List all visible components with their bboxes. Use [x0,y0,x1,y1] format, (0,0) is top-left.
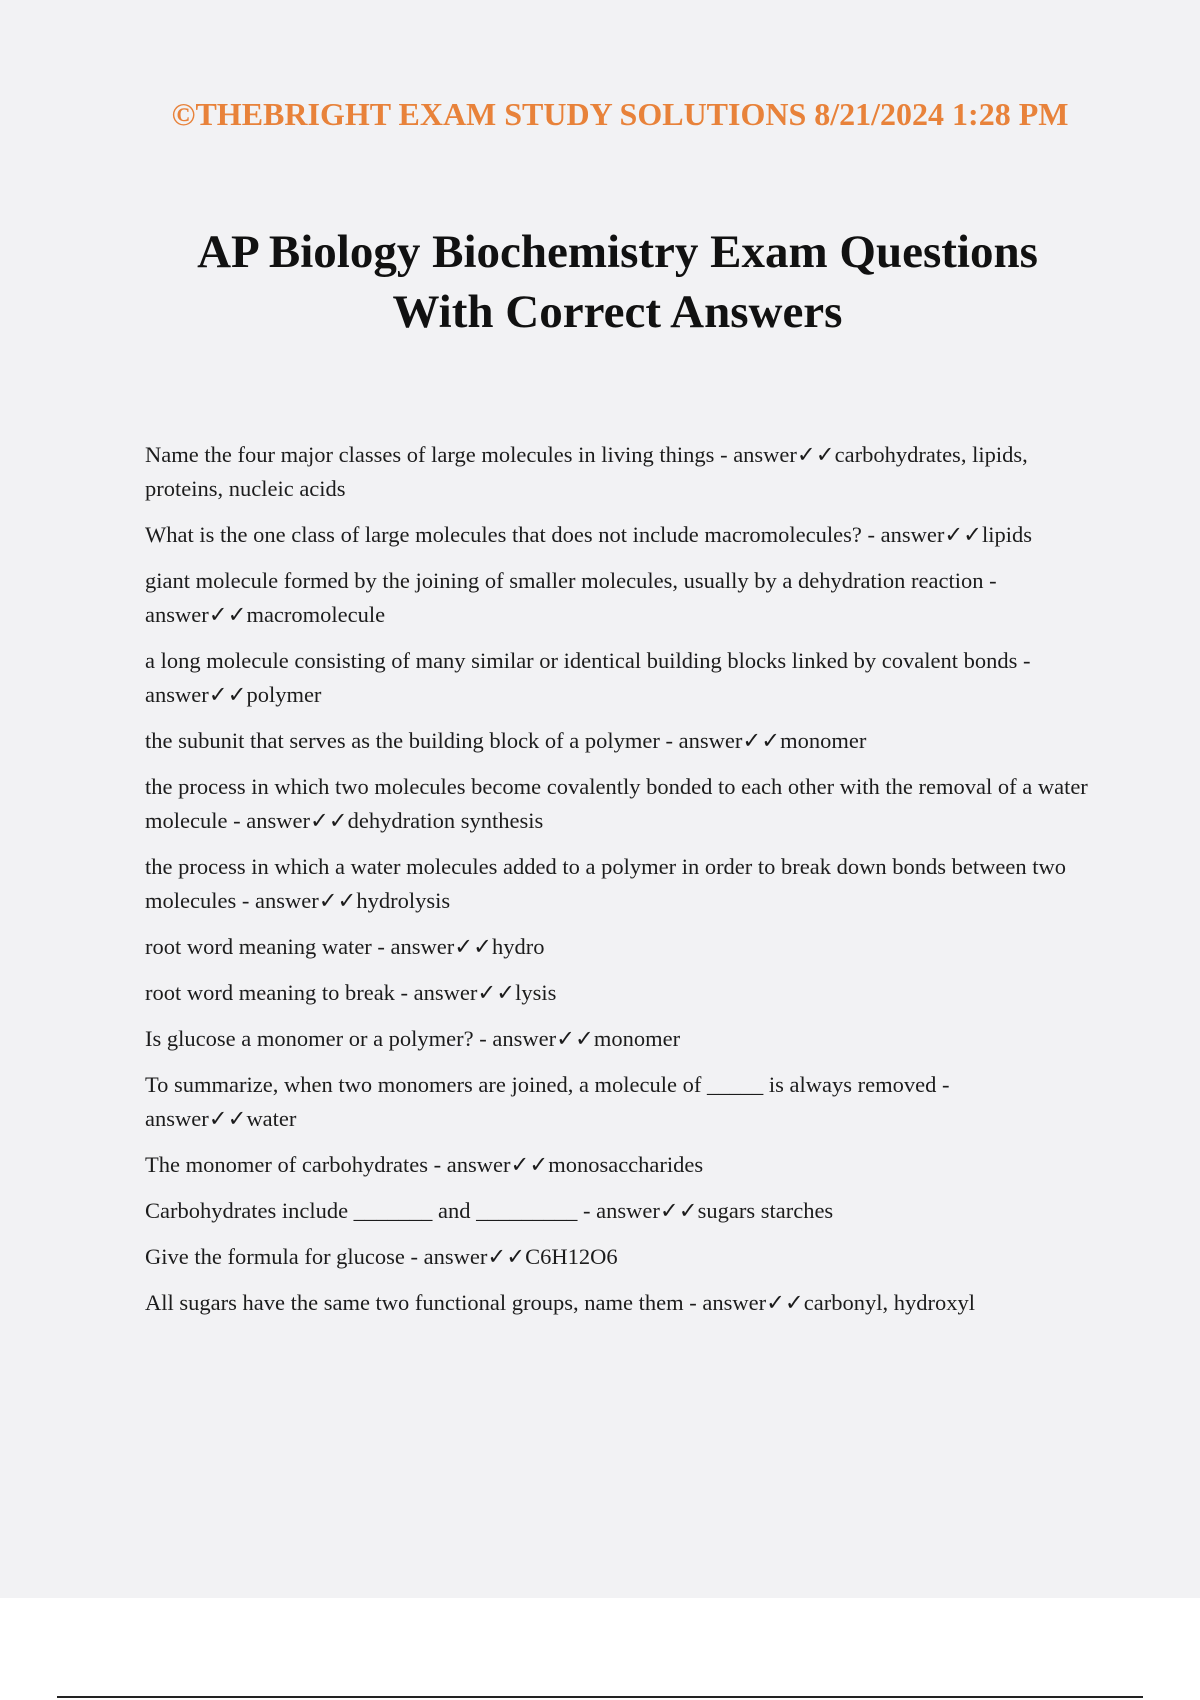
answer-text: monosaccharides [548,1152,704,1177]
question-text: Name the four major classes of large molecules in living things - [145,442,734,467]
answer-marker: answer✓✓ [880,522,983,547]
answer-marker: answer✓✓ [446,1152,549,1177]
answer-text: hydro [491,934,545,959]
question-text: root word meaning to break - [145,980,414,1005]
qa-item [145,1148,1090,1182]
answer-marker: answer✓✓ [390,934,492,959]
answer-marker: answer✓✓ [254,888,357,913]
qa-item [145,976,1090,1010]
title-line-1: AP Biology Biochemistry Exam Questions [197,226,1038,278]
qa-item [145,1286,1090,1320]
answer-text: carbonyl, hydroxyl [803,1290,976,1315]
question-text: Give the formula for glucose - [145,1244,424,1269]
qa-item [145,518,1090,552]
answer-text: C6H12O6 [525,1244,618,1269]
answer-marker: answer✓✓ [492,1026,594,1051]
question-text: root word meaning water - [145,934,391,959]
answer-marker: answer✓✓ [733,442,835,467]
qa-item [145,1068,1090,1136]
question-text: the subunit that serves as the building block of a polymer - [145,728,679,753]
answer-text: monomer [593,1026,681,1051]
answer-text: water [246,1106,297,1131]
answer-marker: answer✓✓ [246,808,348,833]
watermark-header: ©THEBRIGHT EXAM STUDY SOLUTIONS 8/21/2024 1:28 PM [171,96,1069,132]
answer-text: sugars starches [697,1198,834,1223]
title-line-2: With Correct Answers [392,286,843,338]
question-text: All sugars have the same two functional groups, name them - [145,1290,703,1315]
answer-text: macromolecule [246,602,386,627]
question-text: the process in which a water molecules added to a polymer in order to break down bonds between two molecules - [145,854,1066,913]
question-text: the process in which two molecules become covalently bonded to each other with the removal of a water molecule - [145,774,1088,833]
qa-item [145,1240,1090,1274]
answer-marker: answer✓✓ [145,682,247,707]
answer-text: lysis [515,980,557,1005]
qa-item [145,644,1090,712]
answer-text: lipids [982,522,1033,547]
page-title [0,222,1200,342]
qa-item [145,1022,1090,1056]
answer-text: monomer [780,728,867,753]
qa-item [145,770,1090,838]
qa-item [145,724,1090,758]
qa-item [145,1194,1090,1228]
answer-text: hydrolysis [356,888,451,913]
qa-list [145,438,1090,1332]
answer-text: carbohydrates, lipids, proteins, nucleic acids [145,442,1028,501]
question-text: The monomer of carbohydrates - [145,1152,447,1177]
answer-text: dehydration synthesis [347,808,544,833]
question-text: What is the one class of large molecules that does not include macromolecules? - [145,522,881,547]
answer-marker: answer✓✓ [145,1106,247,1131]
answer-marker: answer✓✓ [145,602,247,627]
answer-marker: answer✓✓ [413,980,516,1005]
qa-item [145,564,1090,632]
qa-item [145,850,1090,918]
question-text: Carbohydrates include _______ and _________ - [145,1198,597,1223]
answer-marker: answer✓✓ [702,1290,804,1315]
answer-text: polymer [246,682,322,707]
question-text: Is glucose a monomer or a polymer? - [145,1026,493,1051]
bottom-divider [57,1696,1143,1698]
question-text: giant molecule formed by the joining of smaller molecules, usually by a dehydration reaction - [145,568,997,593]
answer-marker: answer✓✓ [423,1244,526,1269]
qa-item [145,438,1090,506]
qa-item [145,930,1090,964]
answer-marker: answer✓✓ [596,1198,698,1223]
question-text: a long molecule consisting of many similar or identical building blocks linked by covalent bonds - [145,648,1031,673]
answer-marker: answer✓✓ [678,728,781,753]
question-text: To summarize, when two monomers are joined, a molecule of _____ is always removed - [145,1072,950,1097]
